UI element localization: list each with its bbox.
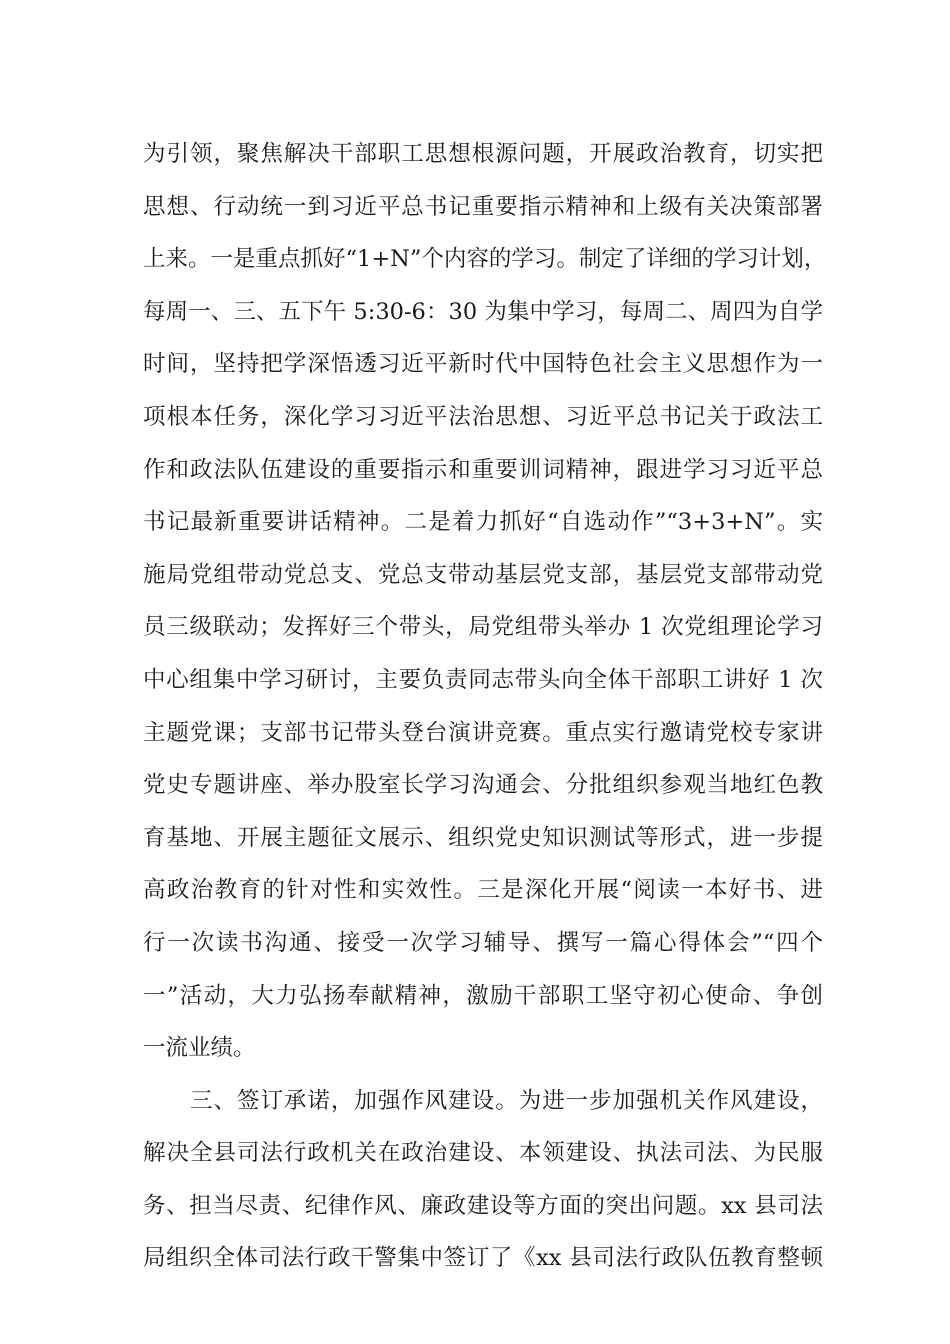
paragraph-end-line: 一流业绩。	[143, 1035, 256, 1062]
text-line: 一”活动，大力弘扬奉献精神，激励干部职工坚守初心使命、争创	[143, 982, 823, 1009]
text-line: 务、担当尽责、纪律作风、廉政建设等方面的突出问题。xx 县司法	[143, 1192, 823, 1219]
text-line: 行一次读书沟通、接受一次学习辅导、撰写一篇心得体会”“四个	[143, 929, 823, 956]
text-line: 作和政法队伍建设的重要指示和重要训词精神，跟进学习习近平总	[143, 456, 823, 483]
text-line: 主题党课；支部书记带头登台演讲竞赛。重点实行邀请党校专家讲	[143, 719, 823, 746]
text-line: 思想、行动统一到习近平总书记重要指示精神和上级有关决策部署	[143, 193, 823, 220]
text-line: 时间，坚持把学深悟透习近平新时代中国特色社会主义思想作为一	[143, 351, 823, 378]
body-text	[143, 128, 827, 1285]
text-line: 施局党组带动党总支、党总支带动基层党支部，基层党支部带动党	[143, 561, 823, 588]
text-line: 为引领，聚焦解决干部职工思想根源问题，开展政治教育，切实把	[143, 141, 823, 167]
text-line: 项根本任务，深化学习习近平法治思想、习近平总书记关于政法工	[143, 403, 823, 430]
text-line: 上来。一是重点抓好“1+N”个内容的学习。制定了详细的学习计划，	[143, 246, 827, 273]
text-line: 育基地、开展主题征文展示、组织党史知识测试等形式，进一步提	[143, 824, 823, 851]
text-line: 中心组集中学习研讨，主要负责同志带头向全体干部职工讲好 1 次	[143, 666, 823, 693]
text-line: 员三级联动；发挥好三个带头，局党组带头举办 1 次党组理论学习	[143, 614, 823, 641]
section-heading-line: 三、签订承诺，加强作风建设。为进一步加强机关作风建设，	[190, 1087, 823, 1114]
text-line: 书记最新重要讲话精神。二是着力抓好“自选动作”“3+3+N”。实	[143, 509, 823, 536]
text-line: 局组织全体司法行政干警集中签订了《xx 县司法行政队伍教育整顿	[143, 1245, 823, 1272]
text-line: 解决全县司法行政机关在政治建设、本领建设、执法司法、为民服	[143, 1140, 823, 1167]
text-line: 党史专题讲座、举办股室长学习沟通会、分批组织参观当地红色教	[143, 772, 823, 799]
text-line: 每周一、三、五下午 5:30-6：30 为集中学习，每周二、周四为自学	[143, 298, 823, 325]
text-line: 高政治教育的针对性和实效性。三是深化开展“阅读一本好书、进	[143, 877, 823, 904]
